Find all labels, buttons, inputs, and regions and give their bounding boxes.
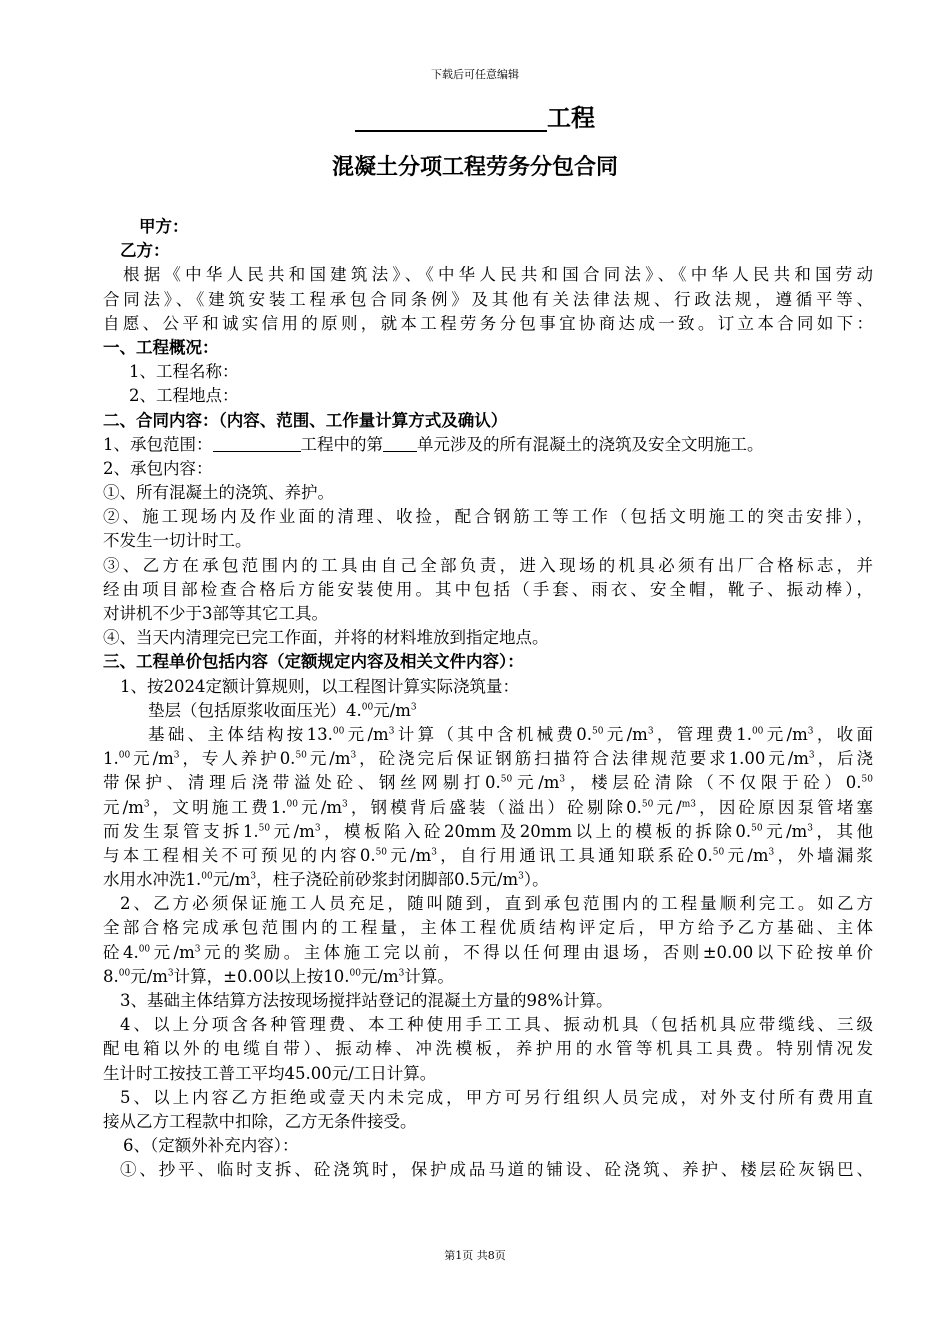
line-text: 元/m [103, 797, 144, 817]
line-text: ，管理费1. [653, 724, 752, 744]
party-b-label: 乙方： [120, 241, 170, 261]
superscript: 50 [861, 774, 873, 785]
cushion-decimal: 00 [361, 702, 374, 713]
line-text: ，外墙漏浆 [774, 845, 873, 865]
line-text: ，柱子浇砼前砂浆封闭脚部0.5元/m [256, 870, 519, 890]
scope-line [103, 433, 873, 457]
superscript: 50 [751, 823, 763, 834]
line-text: 元/m [270, 821, 315, 841]
content-item: 不发生一切计时工。 [103, 531, 252, 551]
header-note: 下载后可任意编辑 [431, 68, 519, 81]
line-text: 元/m [512, 773, 560, 793]
superscript: 3 [518, 871, 524, 882]
pricing-paragraph-3: 3、基础主体结算方法按现场搅拌站登记的混凝土方量的98%计算。 [120, 991, 613, 1010]
pricing-line [103, 892, 873, 916]
pricing-line [103, 771, 873, 795]
superscript: 3 [768, 847, 775, 858]
pricing-paragraph-4: 生计时工按技工普工平均45.00元/工日计算。 [103, 1063, 437, 1083]
line-text: ，自行用通讯工具通知联系砼0. [436, 845, 713, 865]
pricing-line [103, 723, 873, 747]
pricing-cushion-line [103, 699, 873, 723]
superscript: 00 [349, 968, 361, 979]
scope-project-blank [213, 434, 301, 452]
pricing-paragraph-1: 1、按2024定额计算规则，以工程图计算实际浇筑量： [120, 676, 519, 696]
content-item: ①、所有混凝土的浇筑、养护。 [103, 483, 334, 503]
cushion-unit: 元/m [373, 700, 411, 720]
line-text: 1. [103, 749, 119, 769]
superscript: 00 [332, 726, 345, 737]
line-text: ，其他 [813, 821, 873, 841]
pricing-line [103, 965, 873, 989]
pricing-paragraph-5: 5、以上内容乙方拒绝或壹天内未完成，甲方可另行组织人员完成，对外支付所有费用直 [120, 1087, 873, 1107]
section-2-heading: 二、合同内容：（内容、范围、工作量计算方式及确认） [103, 410, 508, 430]
line-text: 元/m [306, 749, 351, 769]
scope-unit-blank [383, 434, 417, 452]
superscript: 50 [258, 823, 271, 834]
line-text: ，文明施工费1. [149, 797, 287, 817]
intro-line: 根据《中华人民共和国建筑法》、《中华人民共和国合同法》、《中华人民共和国劳动 [123, 265, 873, 285]
superscript: 50 [295, 750, 307, 761]
line-text: ，模板陷入砼20mm及20mm以上的模板的拆除0. [320, 821, 752, 841]
pricing-structure-block [103, 723, 873, 892]
line-text: 元/m [603, 724, 648, 744]
superscript: 3 [341, 799, 348, 809]
pricing-line [103, 820, 873, 844]
project-name-blank [355, 104, 547, 132]
page-footer: 第1页 共8页 [444, 1249, 506, 1262]
pricing-paragraph-6: 6、（定额外补充内容）： [123, 1136, 299, 1156]
line-text: 全部合格完成承包范围内的工程量，主体工程优质结构评定后，甲方给予乙方基础、主体 [103, 918, 873, 938]
superscript: 3 [388, 726, 395, 737]
line-text: 元/m [360, 966, 399, 986]
line-text: 元/m [344, 724, 389, 744]
line-text: 元/m [724, 845, 769, 865]
line-text: 元的奖励。主体施工完以前，不得以任何理由退场，否则±0.00以下砼按单价 [200, 942, 873, 962]
intro-line: 合同法》、《建筑安装工程承包合同条例》及其他有关法律法规、行政法规，遵循平等、 [103, 289, 873, 309]
superscript: 3 [350, 750, 357, 761]
superscript: 3 [250, 871, 257, 882]
section-3-heading: 三、工程单价包括内容（定额规定内容及相关文件内容）： [103, 652, 524, 672]
superscript: 50 [712, 847, 725, 858]
line-text: 元/m [762, 821, 808, 841]
project-title-suffix: 工程 [547, 103, 595, 132]
line-text: 与本工程相关不可预见的内容0. [103, 845, 376, 865]
line-text: 元/m [297, 797, 342, 817]
content-item: ②、施工现场内及作业面的清理、收捡，配合钢筋工等工作（包括文明施工的突击安排）， [103, 507, 873, 527]
pricing-line [103, 747, 873, 771]
cushion-unit-exp: 3 [410, 702, 417, 713]
superscript: 3 [194, 944, 201, 955]
superscript: 00 [138, 944, 151, 955]
line-text: 计算，±0.00以上按10. [173, 966, 350, 986]
line-text: 2、乙方必须保证施工人员充足，随叫随到，直到承包范围内的工程量顺利完工。如乙方 [120, 894, 873, 914]
line-text: 元/m [130, 966, 168, 986]
scope-label: 1、承包范围： [103, 434, 213, 454]
line-text: ，楼层砼清除（不仅限于砼）0. [565, 773, 862, 793]
pricing-paragraph-6-item: ①、抄平、临时支拆、砼浇筑时，保护成品马道的铺设、砼浇筑、养护、楼层砼灰锅巴、 [120, 1160, 873, 1180]
line-text: ，专人养护0. [179, 749, 296, 769]
project-location-label: 2、工程地点： [129, 386, 239, 406]
section-1-heading: 一、工程概况： [103, 337, 219, 357]
line-text: 元/m [130, 749, 174, 769]
intro-line: 自愿、公平和诚实信用的原则，就本工程劳务分包事宜协商达成一致。订立本合同如下： [103, 313, 873, 333]
superscript: 3 [647, 726, 654, 737]
pricing-line [103, 916, 873, 940]
scope-text: 工程中的第 [300, 434, 383, 454]
project-title [0, 98, 950, 133]
cushion-text: 垫层（包括原浆收面压光）4. [148, 700, 362, 720]
superscript: 00 [201, 871, 213, 882]
superscript: 3 [398, 968, 405, 979]
superscript: 00 [286, 799, 298, 809]
line-text: 元/m [212, 870, 251, 890]
superscript: 3 [808, 750, 815, 761]
pricing-paragraph-4: 4、以上分项含各种管理费、本工种使用手工工具、振动机具（包括机具应带缆线、三级 [120, 1015, 873, 1035]
contract-title: 混凝土分项工程劳务分包合同 [331, 154, 618, 180]
superscript: 50 [641, 799, 654, 809]
superscript: 3 [431, 847, 437, 858]
line-text: 而发生泵管支拆1. [103, 821, 259, 841]
line-text: 元/m [387, 845, 432, 865]
line-text: ，后浇 [814, 749, 873, 769]
project-name-label: 1、工程名称： [129, 362, 239, 382]
superscript: m3 [681, 799, 697, 809]
party-a-label: 甲方： [139, 217, 189, 236]
line-text: 元/ [653, 797, 682, 817]
pricing-line [103, 796, 873, 820]
pricing-line [103, 868, 873, 892]
superscript: 50 [375, 847, 388, 858]
superscript: 3 [173, 750, 180, 761]
line-text: 计算。 [404, 966, 454, 986]
contract-body [103, 215, 873, 1183]
line-text: 带保护、清理后浇带溢处砼、钢丝网剔打0. [103, 773, 501, 793]
scope-text-end: 单元涉及的所有混凝土的浇筑及安全文明施工。 [417, 434, 764, 454]
pricing-line [103, 941, 873, 965]
content-label: 2、承包内容： [103, 458, 213, 478]
line-text: ，砼浇完后保证钢筋扫描符合法律规范要求1.00元/m [356, 749, 809, 769]
superscript: 50 [500, 774, 513, 785]
pricing-paragraph-2 [103, 892, 873, 989]
superscript: 3 [314, 823, 321, 834]
superscript: 3 [559, 774, 566, 785]
superscript: 00 [118, 968, 131, 979]
line-text: 元/m [763, 724, 808, 744]
superscript: 3 [807, 726, 814, 737]
superscript: 3 [807, 823, 814, 834]
content-item: 经由项目部检查合格后方能安装使用。其中包括（手套、雨衣、安全帽，靴子、振动棒）， [103, 579, 873, 599]
superscript: 00 [118, 750, 131, 761]
line-text: ，因砼原因泵管堵塞 [696, 797, 873, 817]
line-text: ，收面 [813, 724, 873, 744]
superscript: 3 [167, 968, 174, 979]
line-text: ）。 [523, 870, 549, 890]
line-text: 砼4. [103, 942, 139, 962]
line-text: 8. [103, 966, 119, 986]
superscript: 50 [591, 726, 604, 737]
content-item: ③、乙方在承包范围内的工具由自己全部负责，进入现场的机具必须有出厂合格标志，并 [103, 555, 873, 575]
line-text: 基础、主体结构按13. [148, 724, 333, 744]
pricing-paragraph-5: 接从乙方工程款中扣除，乙方无条件接受。 [103, 1111, 417, 1131]
superscript: 3 [143, 799, 150, 809]
content-item: 对讲机不少于3部等其它工具。 [103, 604, 328, 623]
line-text: ，钢模背后盛装（溢出）砼剔除0. [347, 797, 642, 817]
superscript: 00 [751, 726, 764, 737]
line-text: 计算（其中含机械费0. [394, 724, 592, 744]
content-item: ④、当天内清理完已完工作面，并将的材料堆放到指定地点。 [103, 628, 549, 648]
line-text: 元/m [150, 942, 195, 962]
line-text: 水用水冲洗1. [103, 870, 202, 890]
pricing-line [103, 844, 873, 868]
pricing-paragraph-4: 配电箱以外的电缆自带）、振动棒、冲洗模板，养护用的水管等机具工具费。特别情况发 [103, 1039, 873, 1059]
